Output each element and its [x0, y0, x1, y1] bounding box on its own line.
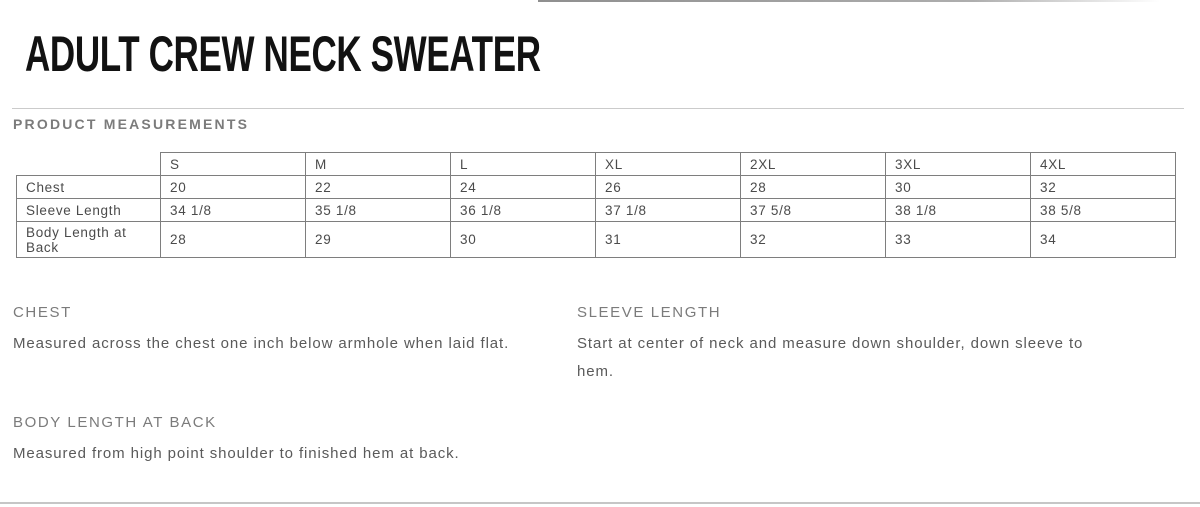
measurement-cell: 29: [306, 222, 451, 258]
size-header-cell: 4XL: [1031, 153, 1176, 176]
sleeve-length-guide-heading: SLEEVE LENGTH: [577, 304, 722, 321]
size-measurements-table: [16, 152, 1176, 258]
table-row-chest: [17, 176, 1176, 199]
measurement-cell: 38 1/8: [886, 199, 1031, 222]
page-title: ADULT CREW NECK SWEATER: [25, 26, 541, 82]
measurement-cell: 32: [741, 222, 886, 258]
size-header-cell: S: [161, 153, 306, 176]
size-header-cell: 3XL: [886, 153, 1031, 176]
measurement-cell: 30: [451, 222, 596, 258]
size-header-cell: 2XL: [741, 153, 886, 176]
sleeve-length-guide-description: Start at center of neck and measure down shoulder, down sleeve to hem.: [577, 335, 1084, 380]
row-label-cell: Sleeve Length: [17, 199, 161, 222]
measurement-cell: 36 1/8: [451, 199, 596, 222]
measurement-cell: 34: [1031, 222, 1176, 258]
measurement-cell: 22: [306, 176, 451, 199]
chest-guide-description: Measured across the chest one inch below armhole when laid flat.: [13, 335, 510, 352]
measurement-cell: 30: [886, 176, 1031, 199]
measurement-cell: 28: [161, 222, 306, 258]
table-row-body-length-at-back: [17, 222, 1176, 258]
top-edge-line: [538, 0, 1160, 2]
measurement-cell: 28: [741, 176, 886, 199]
size-header-cell: XL: [596, 153, 741, 176]
size-header-cell: L: [451, 153, 596, 176]
blank-corner-cell: [17, 153, 161, 176]
measurement-cell: 37 5/8: [741, 199, 886, 222]
product-measurements-heading: PRODUCT MEASUREMENTS: [13, 116, 250, 132]
measurement-cell: 35 1/8: [306, 199, 451, 222]
section-divider: [12, 108, 1184, 109]
measurement-cell: 37 1/8: [596, 199, 741, 222]
measurement-cell: 20: [161, 176, 306, 199]
bottom-edge-line: [0, 502, 1200, 504]
table-header-row: [17, 153, 1176, 176]
chest-guide-heading: CHEST: [13, 304, 72, 321]
table-row-sleeve-length: [17, 199, 1176, 222]
row-label-cell: Body Length at Back: [17, 222, 161, 258]
measurement-cell: 32: [1031, 176, 1176, 199]
body-length-guide-heading: BODY LENGTH AT BACK: [13, 414, 217, 431]
measurement-cell: 26: [596, 176, 741, 199]
measurement-cell: 33: [886, 222, 1031, 258]
measurement-cell: 31: [596, 222, 741, 258]
size-header-cell: M: [306, 153, 451, 176]
measurement-cell: 34 1/8: [161, 199, 306, 222]
row-label-cell: Chest: [17, 176, 161, 199]
body-length-guide-description: Measured from high point shoulder to finished hem at back.: [13, 445, 460, 462]
measurement-cell: 24: [451, 176, 596, 199]
measurement-cell: 38 5/8: [1031, 199, 1176, 222]
